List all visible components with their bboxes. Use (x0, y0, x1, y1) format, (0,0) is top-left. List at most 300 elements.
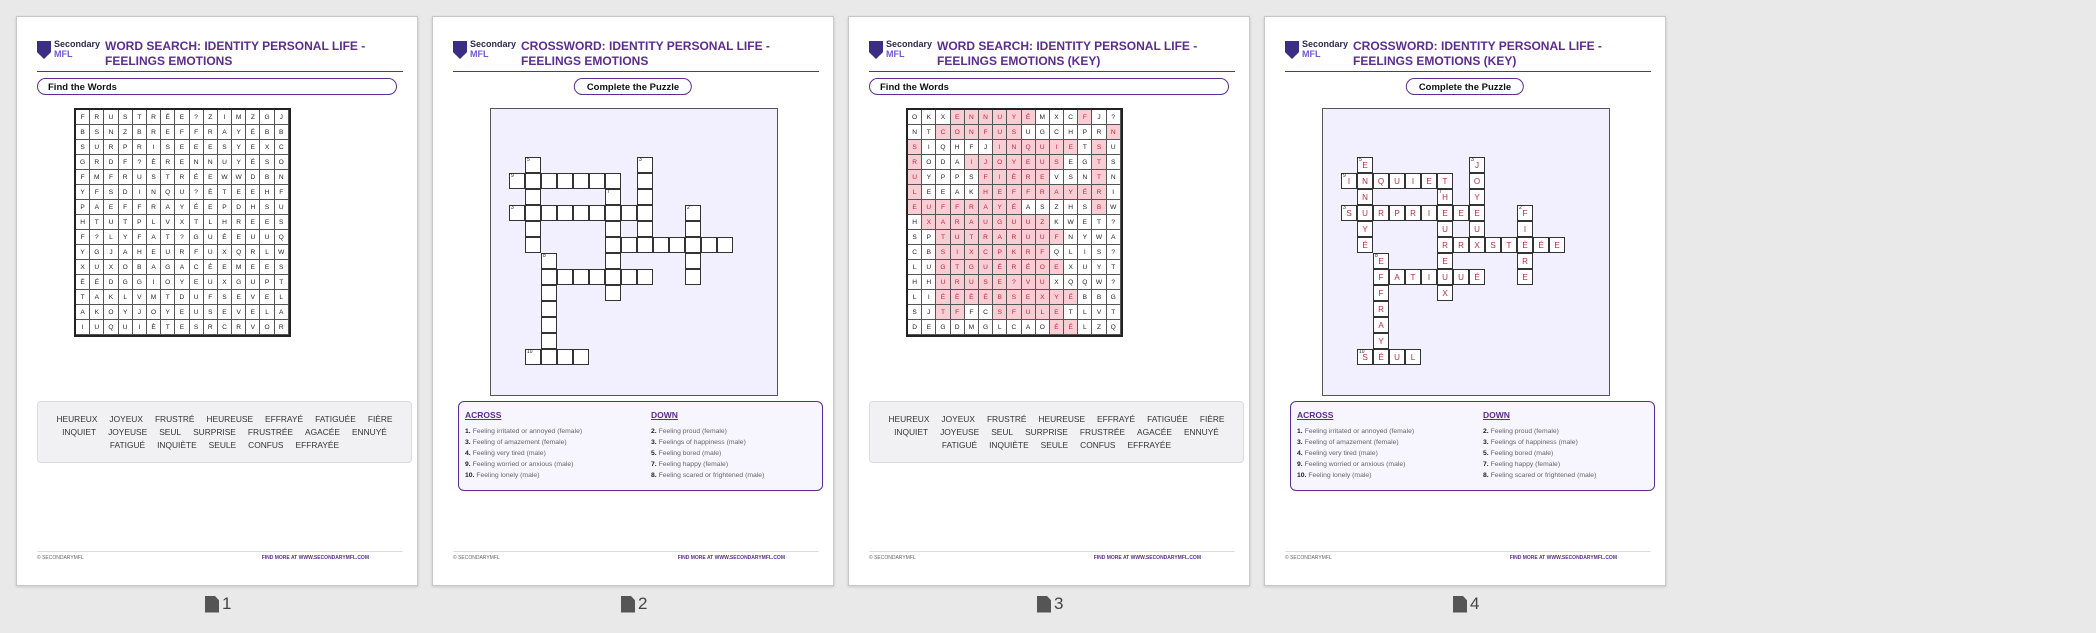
grid-cell: F (979, 170, 993, 185)
word-search-grid (74, 108, 291, 337)
crossword-cell[interactable]: U (1437, 221, 1453, 237)
grid-cell: R (275, 320, 289, 335)
crossword-cell[interactable] (525, 189, 541, 205)
grid-cell: S (1078, 200, 1092, 215)
grid-cell: U (922, 200, 936, 215)
page-number-1[interactable]: 1 (205, 594, 231, 614)
crossword-cell[interactable] (605, 269, 621, 285)
grid-cell: T (119, 215, 133, 230)
word-list-item: JOYEUX (941, 414, 975, 424)
grid-cell: B (76, 125, 90, 140)
clue-item: 9. Feeling worried or anxious (male) (1297, 461, 1406, 468)
logo (453, 39, 516, 59)
grid-cell: G (133, 275, 147, 290)
grid-cell: A (175, 260, 189, 275)
crossword-cell[interactable] (621, 269, 637, 285)
shield-icon (1285, 41, 1299, 59)
grid-cell: D (951, 320, 965, 335)
crossword-cell[interactable]: T (1437, 173, 1453, 189)
crossword-cell[interactable] (541, 333, 557, 349)
crossword-cell[interactable]: X (1469, 237, 1485, 253)
crossword-cell[interactable]: E (1421, 173, 1437, 189)
crossword-cell[interactable] (573, 349, 589, 365)
footer-link[interactable]: FIND MORE AT WWW.SECONDARYMFL.COM (261, 555, 369, 561)
crossword-cell[interactable] (541, 205, 557, 221)
grid-cell: L (1078, 305, 1092, 320)
grid-cell: A (119, 245, 133, 260)
grid-cell: Y (1092, 260, 1106, 275)
footer-copyright: © SECONDARYMFL (453, 555, 500, 561)
grid-cell: E (246, 215, 260, 230)
clue-item: 4. Feeling very tired (male) (1297, 450, 1378, 457)
crossword-cell[interactable] (637, 173, 653, 189)
grid-cell: L (275, 290, 289, 305)
crossword-cell[interactable] (541, 349, 557, 365)
page-3 (848, 16, 1250, 586)
grid-cell: H (1064, 200, 1078, 215)
grid-cell: R (204, 320, 218, 335)
grid-cell: Q (275, 230, 289, 245)
crossword-cell[interactable] (685, 221, 701, 237)
grid-row (908, 155, 1121, 170)
page-title: WORD SEARCH: IDENTITY PERSONAL LIFE - FEELINGS EMOTIONS (KEY) (937, 39, 1198, 68)
grid-cell: A (936, 215, 950, 230)
word-search-key-grid (906, 108, 1123, 337)
grid-cell: F (951, 305, 965, 320)
grid-cell: Y (232, 140, 246, 155)
grid-cell: D (104, 155, 118, 170)
crossword-cell[interactable] (541, 317, 557, 333)
grid-cell: M (90, 170, 104, 185)
grid-cell: É (1050, 320, 1064, 335)
grid-cell: E (175, 140, 189, 155)
crossword-cell[interactable]: 3 (637, 157, 653, 173)
grid-cell: V (246, 290, 260, 305)
logo-text: Secondary (1302, 39, 1349, 49)
grid-cell: H (922, 275, 936, 290)
footer-divider (37, 551, 403, 552)
crossword-cell[interactable] (637, 237, 653, 253)
grid-cell: U (90, 320, 104, 335)
crossword-cell[interactable]: É (1469, 269, 1485, 285)
crossword-cell[interactable]: 10 (525, 349, 541, 365)
grid-cell: N (979, 110, 993, 125)
grid-cell: J (133, 305, 147, 320)
crossword-cell[interactable]: H 7 (1437, 189, 1453, 205)
logo-sub: MFL (1302, 49, 1321, 59)
grid-cell: D (119, 185, 133, 200)
crossword-cell[interactable]: O (1469, 173, 1485, 189)
grid-cell: Y (76, 185, 90, 200)
grid-cell: L (260, 245, 274, 260)
crossword-cell[interactable] (525, 221, 541, 237)
crossword-cell[interactable]: Y (1357, 221, 1373, 237)
crossword-cell[interactable]: J 3 (1469, 157, 1485, 173)
grid-cell: T (951, 260, 965, 275)
crossword-cell[interactable] (637, 189, 653, 205)
crossword-cell[interactable]: E 5 (1357, 157, 1373, 173)
grid-cell: B (1078, 290, 1092, 305)
grid-cell: B (260, 170, 274, 185)
crossword-cell[interactable]: R (1453, 237, 1469, 253)
grid-cell: N (204, 155, 218, 170)
crossword-cell[interactable] (605, 205, 621, 221)
grid-cell: E (175, 155, 189, 170)
grid-cell: L (908, 290, 922, 305)
grid-cell: K (104, 290, 118, 305)
crossword-cell[interactable] (637, 221, 653, 237)
grid-cell: F (90, 185, 104, 200)
footer-link[interactable]: FIND MORE AT WWW.SECONDARYMFL.COM (1093, 555, 1201, 561)
logo-sub: MFL (470, 49, 489, 59)
grid-cell: U (922, 260, 936, 275)
grid-cell: D (232, 200, 246, 215)
grid-cell: R (232, 320, 246, 335)
word-list-item: CONFUS (248, 440, 284, 450)
grid-row (908, 140, 1121, 155)
grid-cell: X (104, 260, 118, 275)
footer-link[interactable]: FIND MORE AT WWW.SECONDARYMFL.COM (677, 555, 785, 561)
crossword-cell[interactable] (685, 253, 701, 269)
crossword-cell[interactable]: T (1405, 269, 1421, 285)
crossword-cell[interactable]: R (1437, 237, 1453, 253)
grid-cell: M (965, 320, 979, 335)
page-number-3[interactable]: 3 (1037, 594, 1063, 614)
grid-cell: ? (1107, 110, 1121, 125)
word-list-item: FATIGUÉE (1147, 414, 1188, 424)
grid-cell: I (951, 245, 965, 260)
crossword-cell[interactable]: E (1517, 269, 1533, 285)
word-list-item: SEUL (991, 427, 1014, 437)
grid-cell: H (908, 215, 922, 230)
grid-cell: T (161, 290, 175, 305)
grid-row (76, 230, 289, 245)
crossword-cell[interactable]: E (1437, 253, 1453, 269)
grid-cell: E (232, 290, 246, 305)
crossword-cell[interactable] (653, 237, 669, 253)
grid-cell: R (965, 200, 979, 215)
grid-cell: F (204, 290, 218, 305)
grid-cell: L (908, 185, 922, 200)
crossword-cell[interactable]: S 10 (1357, 349, 1373, 365)
grid-cell: G (76, 155, 90, 170)
grid-cell: S (119, 110, 133, 125)
crossword-cell[interactable] (541, 269, 557, 285)
grid-cell: I (993, 170, 1007, 185)
grid-cell: R (1092, 125, 1106, 140)
crossword-cell[interactable]: I (1405, 173, 1421, 189)
grid-cell: E (175, 110, 189, 125)
grid-cell: P (993, 245, 1007, 260)
crossword-cell[interactable] (717, 237, 733, 253)
grid-cell: A (951, 155, 965, 170)
crossword-cell[interactable]: É (1533, 237, 1549, 253)
grid-cell: R (175, 245, 189, 260)
page-title: CROSSWORD: IDENTITY PERSONAL LIFE - FEELINGS EMOTIONS (KEY) (1353, 39, 1602, 68)
logo (869, 39, 932, 59)
grid-cell: R (951, 275, 965, 290)
grid-cell: E (1050, 305, 1064, 320)
grid-cell: É (246, 155, 260, 170)
crossword-cell[interactable] (557, 173, 573, 189)
crossword-cell[interactable]: I (1421, 205, 1437, 221)
grid-cell: ? (1107, 275, 1121, 290)
crossword-cell[interactable] (573, 173, 589, 189)
clues-box (458, 401, 823, 491)
grid-cell: Y (922, 170, 936, 185)
crossword-cell[interactable] (573, 269, 589, 285)
crossword-cell[interactable] (637, 205, 653, 221)
crossword-cell[interactable]: 8 (541, 253, 557, 269)
crossword-cell[interactable]: U (1389, 349, 1405, 365)
crossword-cell[interactable]: R (1405, 205, 1421, 221)
grid-cell: U (993, 110, 1007, 125)
grid-cell: E (260, 215, 274, 230)
crossword-cell[interactable]: 9 (509, 173, 525, 189)
logo-text: Secondary (886, 39, 933, 49)
crossword-cell[interactable]: F 2 (1517, 205, 1533, 221)
crossword-cell[interactable]: N (1357, 189, 1373, 205)
crossword-cell[interactable] (685, 269, 701, 285)
crossword-cell[interactable]: 2 (685, 205, 701, 221)
crossword-cell[interactable]: Y (1373, 333, 1389, 349)
crossword-cell[interactable]: U (1453, 269, 1469, 285)
crossword-cell[interactable]: E (1453, 205, 1469, 221)
grid-cell: N (147, 185, 161, 200)
crossword-cell[interactable]: R (1517, 253, 1533, 269)
grid-cell: Q (104, 320, 118, 335)
crossword-cell[interactable] (589, 173, 605, 189)
grid-cell: A (979, 200, 993, 215)
grid-cell: U (161, 245, 175, 260)
grid-cell: Z (1092, 320, 1106, 335)
grid-cell: U (1022, 125, 1036, 140)
crossword-cell[interactable] (541, 285, 557, 301)
crossword-cell[interactable] (541, 173, 557, 189)
grid-cell: I (133, 320, 147, 335)
grid-row (908, 305, 1121, 320)
crossword-cell[interactable]: É (1373, 349, 1389, 365)
grid-cell: H (260, 185, 274, 200)
crossword-cell[interactable] (573, 205, 589, 221)
grid-cell: U (1036, 140, 1050, 155)
grid-row (76, 215, 289, 230)
grid-cell: E (922, 185, 936, 200)
grid-cell: G (161, 260, 175, 275)
crossword-cell[interactable] (605, 173, 621, 189)
crossword-cell[interactable]: F (1373, 269, 1389, 285)
grid-cell: A (275, 305, 289, 320)
crossword-cell[interactable]: A (1389, 269, 1405, 285)
crossword-cell[interactable] (605, 253, 621, 269)
crossword-cell[interactable]: T (1501, 237, 1517, 253)
crossword-cell[interactable]: S (1485, 237, 1501, 253)
grid-row (76, 140, 289, 155)
clue-item: 10. Feeling lonely (male) (465, 472, 540, 479)
grid-cell: T (161, 170, 175, 185)
grid-cell: N (908, 125, 922, 140)
grid-row (76, 275, 289, 290)
grid-cell: Q (1064, 275, 1078, 290)
grid-cell: U (965, 275, 979, 290)
grid-cell: B (1092, 290, 1106, 305)
crossword-cell[interactable] (685, 237, 701, 253)
grid-cell: É (190, 170, 204, 185)
crossword-cell[interactable] (525, 205, 541, 221)
crossword-cell[interactable]: N (1357, 173, 1373, 189)
grid-cell: P (133, 215, 147, 230)
crossword-cell[interactable]: I (1517, 221, 1533, 237)
crossword-cell[interactable]: F (1373, 285, 1389, 301)
grid-cell: F (190, 245, 204, 260)
crossword-cell[interactable]: E (1549, 237, 1565, 253)
grid-row (908, 290, 1121, 305)
grid-cell: L (908, 260, 922, 275)
grid-cell: W (218, 170, 232, 185)
grid-cell: T (218, 185, 232, 200)
crossword-cell[interactable]: S 3 (1341, 205, 1357, 221)
crossword-cell[interactable]: P (1389, 205, 1405, 221)
crossword-cell[interactable]: L (1405, 349, 1421, 365)
grid-cell: S (936, 245, 950, 260)
crossword-cell[interactable]: 5 (525, 157, 541, 173)
crossword-cell[interactable]: E (1469, 205, 1485, 221)
crossword-cell[interactable] (557, 205, 573, 221)
grid-cell: T (1064, 305, 1078, 320)
crossword-cell[interactable] (557, 349, 573, 365)
grid-cell: T (190, 215, 204, 230)
crossword-cell[interactable]: U (1389, 173, 1405, 189)
clue-item: 9. Feeling worried or anxious (male) (465, 461, 574, 468)
grid-row (908, 320, 1121, 335)
crossword-cell[interactable] (541, 301, 557, 317)
word-list (869, 401, 1244, 463)
grid-cell: G (993, 215, 1007, 230)
page-number-2[interactable]: 2 (621, 594, 647, 614)
grid-cell: E (190, 275, 204, 290)
grid-cell: U (1022, 305, 1036, 320)
word-list-item: JOYEUSE (108, 427, 148, 437)
crossword-cell[interactable]: U (1357, 205, 1373, 221)
grid-cell: E (104, 200, 118, 215)
grid-cell: J (104, 245, 118, 260)
word-list-item: HEUREUX (888, 414, 930, 424)
crossword-cell[interactable]: R (1373, 205, 1389, 221)
grid-cell: R (1007, 230, 1021, 245)
grid-cell: É (1064, 290, 1078, 305)
grid-cell: N (1078, 170, 1092, 185)
crossword-cell[interactable] (605, 237, 621, 253)
grid-cell: A (147, 260, 161, 275)
crossword-cell[interactable] (525, 237, 541, 253)
crossword-cell[interactable]: E 8 (1373, 253, 1389, 269)
grid-cell: T (1078, 140, 1092, 155)
grid-cell: V (1092, 305, 1106, 320)
grid-cell: O (260, 320, 274, 335)
crossword-cell[interactable] (669, 237, 685, 253)
grid-cell: Y (161, 305, 175, 320)
grid-cell: X (175, 215, 189, 230)
crossword-cell[interactable]: X (1437, 285, 1453, 301)
crossword-cell[interactable]: U (1469, 221, 1485, 237)
grid-cell: G (119, 275, 133, 290)
crossword-cell[interactable]: E (1437, 205, 1453, 221)
grid-cell: M (1036, 110, 1050, 125)
grid-cell: K (1007, 245, 1021, 260)
grid-cell: E (260, 260, 274, 275)
crossword-cell[interactable] (605, 285, 621, 301)
crossword-cell[interactable] (637, 269, 653, 285)
crossword-cell[interactable] (621, 237, 637, 253)
grid-cell: E (246, 260, 260, 275)
grid-cell: I (133, 185, 147, 200)
footer-link[interactable]: FIND MORE AT WWW.SECONDARYMFL.COM (1509, 555, 1617, 561)
crossword-cell[interactable] (557, 269, 573, 285)
section-pill: Find the Words (37, 78, 397, 95)
crossword-cell[interactable] (525, 173, 541, 189)
grid-cell: M (147, 290, 161, 305)
page-number-4[interactable]: 4 (1453, 594, 1479, 614)
crossword-cell[interactable] (589, 205, 605, 221)
crossword-cell[interactable] (605, 221, 621, 237)
grid-cell: S (76, 140, 90, 155)
grid-cell: S (1092, 140, 1106, 155)
crossword-cell[interactable]: R (1373, 301, 1389, 317)
grid-cell: U (1078, 260, 1092, 275)
crossword-cell[interactable]: 3 (509, 205, 525, 221)
grid-cell: R (232, 215, 246, 230)
grid-cell: E (951, 110, 965, 125)
word-list-item: EFFRAYÉ (265, 414, 304, 424)
grid-cell: U (204, 230, 218, 245)
grid-cell: A (1107, 230, 1121, 245)
crossword-cell[interactable]: I 9 (1341, 173, 1357, 189)
crossword-cell[interactable]: Q (1373, 173, 1389, 189)
crossword-cell[interactable]: Y (1469, 189, 1485, 205)
grid-cell: U (936, 275, 950, 290)
crossword-cell[interactable]: É (1357, 237, 1373, 253)
grid-cell: X (1050, 110, 1064, 125)
crossword-cell[interactable]: 7 (605, 189, 621, 205)
crossword-cell[interactable]: A (1373, 317, 1389, 333)
grid-cell: J (922, 305, 936, 320)
crossword-cell[interactable] (589, 269, 605, 285)
grid-cell: ? (1107, 245, 1121, 260)
crossword-cell[interactable] (701, 237, 717, 253)
word-list-item: INQUIÈTE (157, 440, 197, 450)
word-list-item: FRUSTRÉ (986, 414, 1027, 424)
grid-cell: Z (119, 125, 133, 140)
grid-cell: I (922, 290, 936, 305)
crossword-cell[interactable] (621, 205, 637, 221)
grid-cell: T (1092, 215, 1106, 230)
grid-cell: É (190, 200, 204, 215)
grid-cell: J (979, 140, 993, 155)
grid-cell: U (1036, 275, 1050, 290)
grid-cell: S (90, 125, 104, 140)
crossword-cell[interactable]: U (1437, 269, 1453, 285)
grid-cell: R (147, 200, 161, 215)
grid-cell: R (1092, 185, 1106, 200)
clues-box (1290, 401, 1655, 491)
grid-cell: U (133, 170, 147, 185)
crossword-cell[interactable]: I (1421, 269, 1437, 285)
logo-sub: MFL (54, 49, 73, 59)
grid-cell: E (218, 305, 232, 320)
grid-cell: L (147, 215, 161, 230)
crossword-cell[interactable]: È (1517, 237, 1533, 253)
clue-item: 8. Feeling scared or frightened (male) (651, 472, 765, 479)
